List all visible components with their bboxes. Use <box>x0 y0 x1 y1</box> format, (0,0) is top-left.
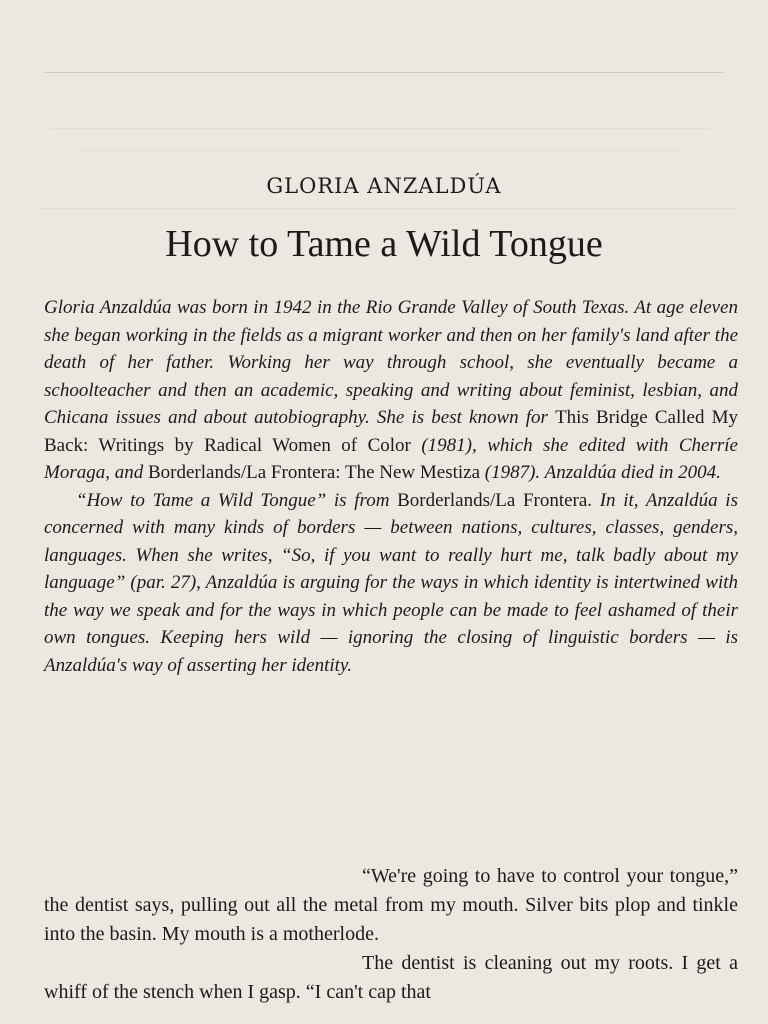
author-name: GLORIA ANZALDÚA <box>266 174 502 198</box>
book-title: Borderlands/La Frontera: The New Mestiza <box>147 462 481 483</box>
intro-text: Gloria Anzaldúa was born in 1942 in the Rio Grande Valley of South Texas. At age eleven she began working in the fields as a migrant worker and then on her family's land after the death of her father. Working her way through school, she eventually became a schoolteacher and then an academic, speaking and writing about feminist, lesbian, and Chicana issues and about autobiography. She is best known for <box>44 297 738 428</box>
essay-body <box>44 862 738 1007</box>
essay-title: How to Tame a Wild Tongue <box>165 223 603 265</box>
book-title: Borderlands/La Frontera. <box>397 489 593 511</box>
intro-text: In it, Anzaldúa is concerned with many kinds of borders — between nations, cultures, classes, genders, languages. When she writes, “So, if you want to really hurt me, talk badly about my language” (par. 27), Anzaldúa is arguing for the ways in which identity is intertwined with the way we speak and for the ways in which people can be made to feel ashamed of their own tongues. Keeping hers wild — ignoring the closing of linguistic borders — is Anzaldúa's way of asserting her identity. <box>44 489 738 676</box>
intro-text: (1987). Anzaldúa died in 2004. <box>480 462 721 483</box>
body-paragraph-1: “We're going to have to control your tongue,” the dentist says, pulling out all the metal from my mouth. Silver bits plop and tinkle into the basin. My mouth is a motherlode. <box>44 865 738 945</box>
intro-paragraph-2 <box>44 487 738 680</box>
author-introduction <box>44 294 738 679</box>
book-title: This Bridge Called My Back: Writings by Radical Women of Color <box>44 407 738 456</box>
intro-text: “How to Tame a Wild Tongue” is from <box>76 489 398 511</box>
body-paragraph-2: The dentist is cleaning out my roots. I get a whiff of the stench when I gasp. “I can't cap that <box>44 952 738 1003</box>
intro-paragraph-1 <box>44 294 738 487</box>
intro-text: (1981), which she edited with Cherríe Moraga, and <box>44 434 738 483</box>
header-rule <box>44 72 724 73</box>
